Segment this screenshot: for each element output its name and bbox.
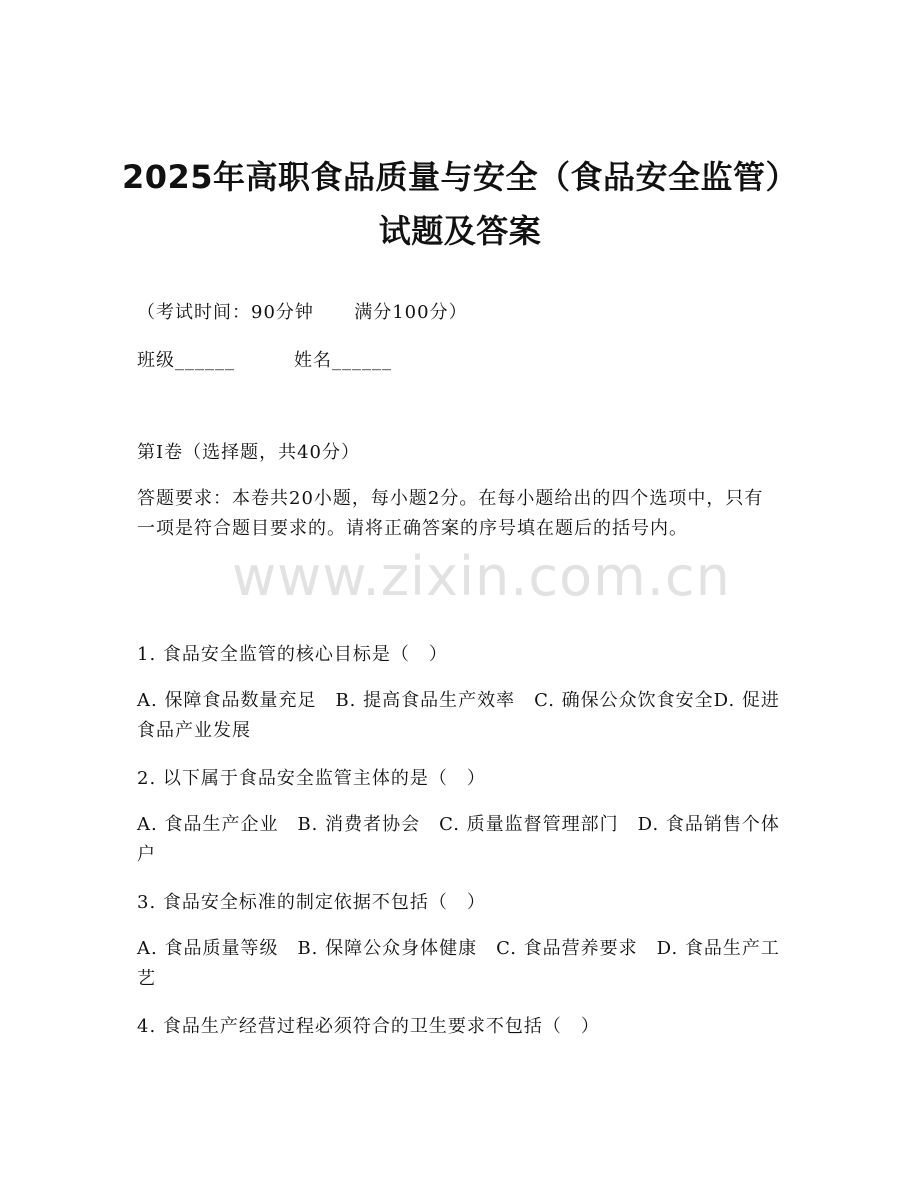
- page-title: 2025年高职食品质量与安全（食品安全监管）试题及答案: [121, 158, 799, 250]
- question-2-options: A. 食品生产企业 B. 消费者协会 C. 质量监督管理部门 D. 食品销售个体户: [137, 814, 780, 865]
- question-4-stem: 4. 食品生产经营过程必须符合的卫生要求不包括（ ）: [137, 1016, 600, 1037]
- section-heading: 第I卷（选择题，共40分）: [137, 442, 361, 463]
- watermark: www.zixin.com.cn: [232, 545, 731, 608]
- exam-info: （考试时间：90分钟 满分100分）: [137, 302, 468, 323]
- class-field: 班级______: [137, 350, 235, 371]
- question-1-stem: 1. 食品安全监管的核心目标是（ ）: [137, 644, 448, 665]
- question-3-stem: 3. 食品安全标准的制定依据不包括（ ）: [137, 892, 486, 913]
- question-3-options: A. 食品质量等级 B. 保障公众身体健康 C. 食品营养要求 D. 食品生产工艺: [137, 938, 780, 989]
- question-1-options: A. 保障食品数量充足 B. 提高食品生产效率 C. 确保公众饮食安全D. 促进食品产业发展: [137, 690, 780, 741]
- instructions: 答题要求：本卷共20小题，每小题2分。在每小题给出的四个选项中，只有一项是符合题目要求的。请将正确答案的序号填在题后的括号内。: [137, 488, 764, 539]
- name-field: 姓名______: [294, 350, 392, 371]
- question-2-stem: 2. 以下属于食品安全监管主体的是（ ）: [137, 768, 486, 789]
